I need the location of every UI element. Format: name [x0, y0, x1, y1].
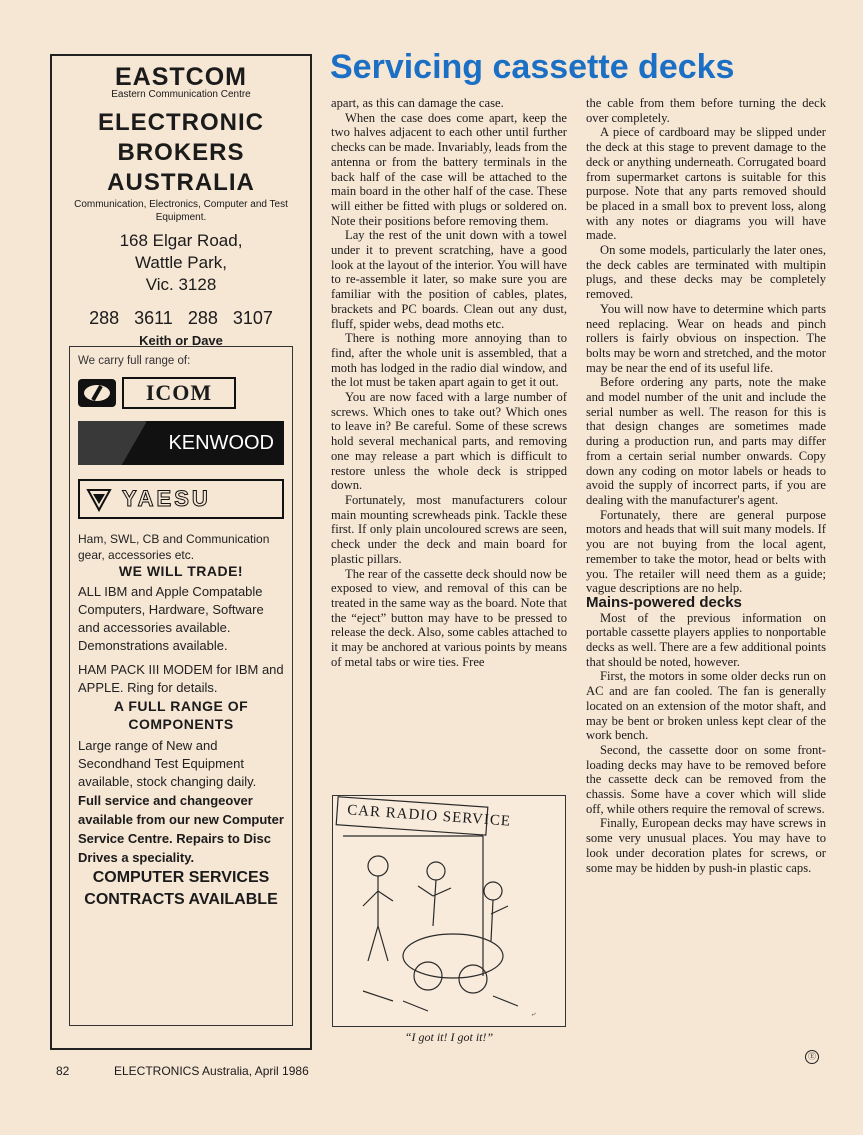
paragraph: The rear of the cassette deck should now be exposed to view, and removal of this can be treated in the same way as the board. Note that the “eject” button may have to be pressed to release the deck. Also, some cables attached to it may be anchored at various points by means of metal tabs or wire ties. Free — [331, 566, 567, 669]
trade-heading: WE WILL TRADE! — [118, 563, 244, 579]
end-mark-icon: Ⓔ — [805, 1050, 819, 1064]
paragraph: A piece of cardboard may be slipped under the deck at this stage to prevent damage to the deck or anything underneath. Corrugated board from supermarket cartons is suitable for this purpose. Note that any parts removed should be placed in a small box to prevent loss, along with any notes or diagrams you will have made. — [586, 125, 826, 243]
computers-text: ALL IBM and Apple Compatable Computers, Hardware, Software and accessories available. Demonstrations available. — [78, 584, 264, 653]
section-subheading: Mains-powered decks — [586, 593, 742, 611]
paragraph: Before ordering any parts, note the make and model number of the unit and include the serial number as well. The reason for this is that design changes are sometimes made during a production run, and parts may differ from a certain serial number onwards. Copy down any coding on motor labels or heads to avoid the supply of incorrect parts, if you are dealing with the manufacturer's agent. — [586, 375, 826, 507]
article-column-left — [331, 96, 567, 669]
carry-text: We carry full range of: — [78, 355, 191, 367]
address — [52, 230, 310, 296]
company-name-line: BROKERS — [117, 139, 245, 166]
company-name-line: AUSTRALIA — [107, 169, 255, 196]
address-line: 168 Elgar Road, — [119, 231, 243, 250]
paragraph: You will now have to determine which parts need replacing. Wear on heads and pinch rollers is fairly obvious on inspection. The bolts may be worn and stretched, and the motor may be near the end of its useful life. — [586, 301, 826, 375]
paragraph: Fortunately, most manufacturers colour main mounting screwheads pink. Tackle these first. If only plain uncoloured screws are seen, check under the deck and main board for plastic pillars. — [331, 492, 567, 566]
contact-names: Keith or Dave — [139, 333, 223, 348]
kenwood-wordmark: KENWOOD — [168, 431, 274, 454]
phone-numbers: 288 3611 288 3107 — [89, 308, 273, 328]
company-name — [52, 108, 310, 198]
article-title: Servicing cassette decks — [330, 48, 735, 86]
paragraph: First, the motors in some older decks run on AC and are fan cooled. The fan is generally located on an extension of the motor shaft, and may be bent or broken unless kept clear of the work bench. — [586, 669, 826, 743]
company-tagline: Communication, Electronics, Computer and Test Equipment. — [74, 199, 288, 223]
address-line: Wattle Park, — [135, 253, 227, 272]
paragraph: Lay the rest of the unit down with a towel under it to prevent scratching, have a good look at the layout of the interior. You will have to re-assemble it later, so make sure you are familiar with the position of cables, plates, brackets and PC boards. Clean out any dust, fluff, spider webs, dead moths etc. — [331, 228, 567, 331]
cartoon-drawing — [333, 796, 565, 1026]
product-box — [69, 346, 293, 1026]
modem-text: HAM PACK III MODEM for IBM and APPLE. Ring for details. — [78, 662, 284, 695]
paragraph: the cable from them before turning the deck over completely. — [586, 96, 826, 125]
paragraph: apart, as this can damage the case. — [331, 96, 504, 110]
paragraph: Second, the cassette door on some front-loading decks may have to be removed before the cassette deck can be removed from the chassis. Some have a cover which will slide off, while others require the removal of screws. — [586, 742, 826, 816]
ham-gear-text: Ham, SWL, CB and Communication gear, accessories etc. — [78, 532, 270, 562]
icom-wordmark: ICOM — [122, 377, 236, 409]
cartoon-caption: “I got it! I got it!” — [404, 1030, 494, 1044]
paragraph: There is nothing more annoying than to find, after the whole unit is assembled, that a moth has lodged in the radio dial window, and the lot must be taken apart again to get it out. — [331, 331, 567, 390]
components-heading: A FULL RANGE OF COMPONENTS — [113, 698, 249, 732]
paragraph: On some models, particularly the later ones, the deck cables are terminated with multipin plugs, and these decks may be completely removed. — [586, 243, 826, 302]
kenwood-logo — [78, 421, 284, 465]
service-centre-text: Full service and changeover available from our new Computer Service Centre. Repairs to Disc Drives a speciality. — [78, 793, 284, 865]
yaesu-mark-icon — [86, 486, 112, 512]
icom-logo — [78, 377, 284, 409]
address-line: Vic. 3128 — [145, 275, 217, 294]
paragraph: Most of the previous information on portable cassette players applies to nonportable decks as well. There are a few additional points that should be noted, however. — [586, 610, 826, 669]
eastcom-subtitle: Eastern Communication Centre — [111, 89, 251, 100]
yaesu-wordmark: YAESU — [122, 486, 211, 511]
paragraph: When the case does come apart, keep the two halves adjacent to each other until further checks can be made. Invariably, leads from the antenna or from the battery terminals in the back half of the case will be attached to the main board in the other half of the case. These will either be fitted with plugs or soldered on. Note their positions before removing them. — [331, 110, 567, 228]
paragraph: You are now faced with a large number of screws. Which ones to take out? Which ones to leave in? Be careful. Some of these screws hold several mechanical parts, and removing one may release a part which is difficult to restore unless the whole deck is stripped down. — [331, 390, 567, 493]
yaesu-logo — [78, 479, 284, 519]
paragraph: Finally, European decks may have screws in some very unusual places. You may have to look under decoration plates for screws, or some may be hidden by push-in plastic caps. — [586, 816, 826, 875]
contracts-heading: COMPUTER SERVICES CONTRACTS AVAILABLE — [84, 869, 278, 908]
cartoon-sign: CAR RADIO SERVICE — [346, 802, 512, 830]
company-name-line: ELECTRONIC — [98, 109, 264, 136]
paragraph: Fortunately, there are general purpose motors and heads that will suit many models. If you are not buying from the local agent, remember to take the motor, head or belts with you. The retailer will need them as a guide; vague descriptions are no help. — [586, 507, 826, 596]
icom-mark-icon — [78, 379, 116, 407]
kenwood-stripe-icon — [78, 421, 146, 465]
advertisement-box — [50, 54, 312, 1050]
test-equipment-text: Large range of New and Secondhand Test Equipment available, stock changing daily. — [78, 738, 257, 789]
publication-line: ELECTRONICS Australia, April 1986 — [114, 1064, 309, 1078]
page-number: 82 — [56, 1064, 70, 1078]
cartoon-illustration — [332, 795, 566, 1027]
article-column-right — [586, 96, 826, 875]
eastcom-logo: EASTCOM — [115, 63, 247, 91]
svg-text:~: ~ — [529, 1008, 539, 1020]
